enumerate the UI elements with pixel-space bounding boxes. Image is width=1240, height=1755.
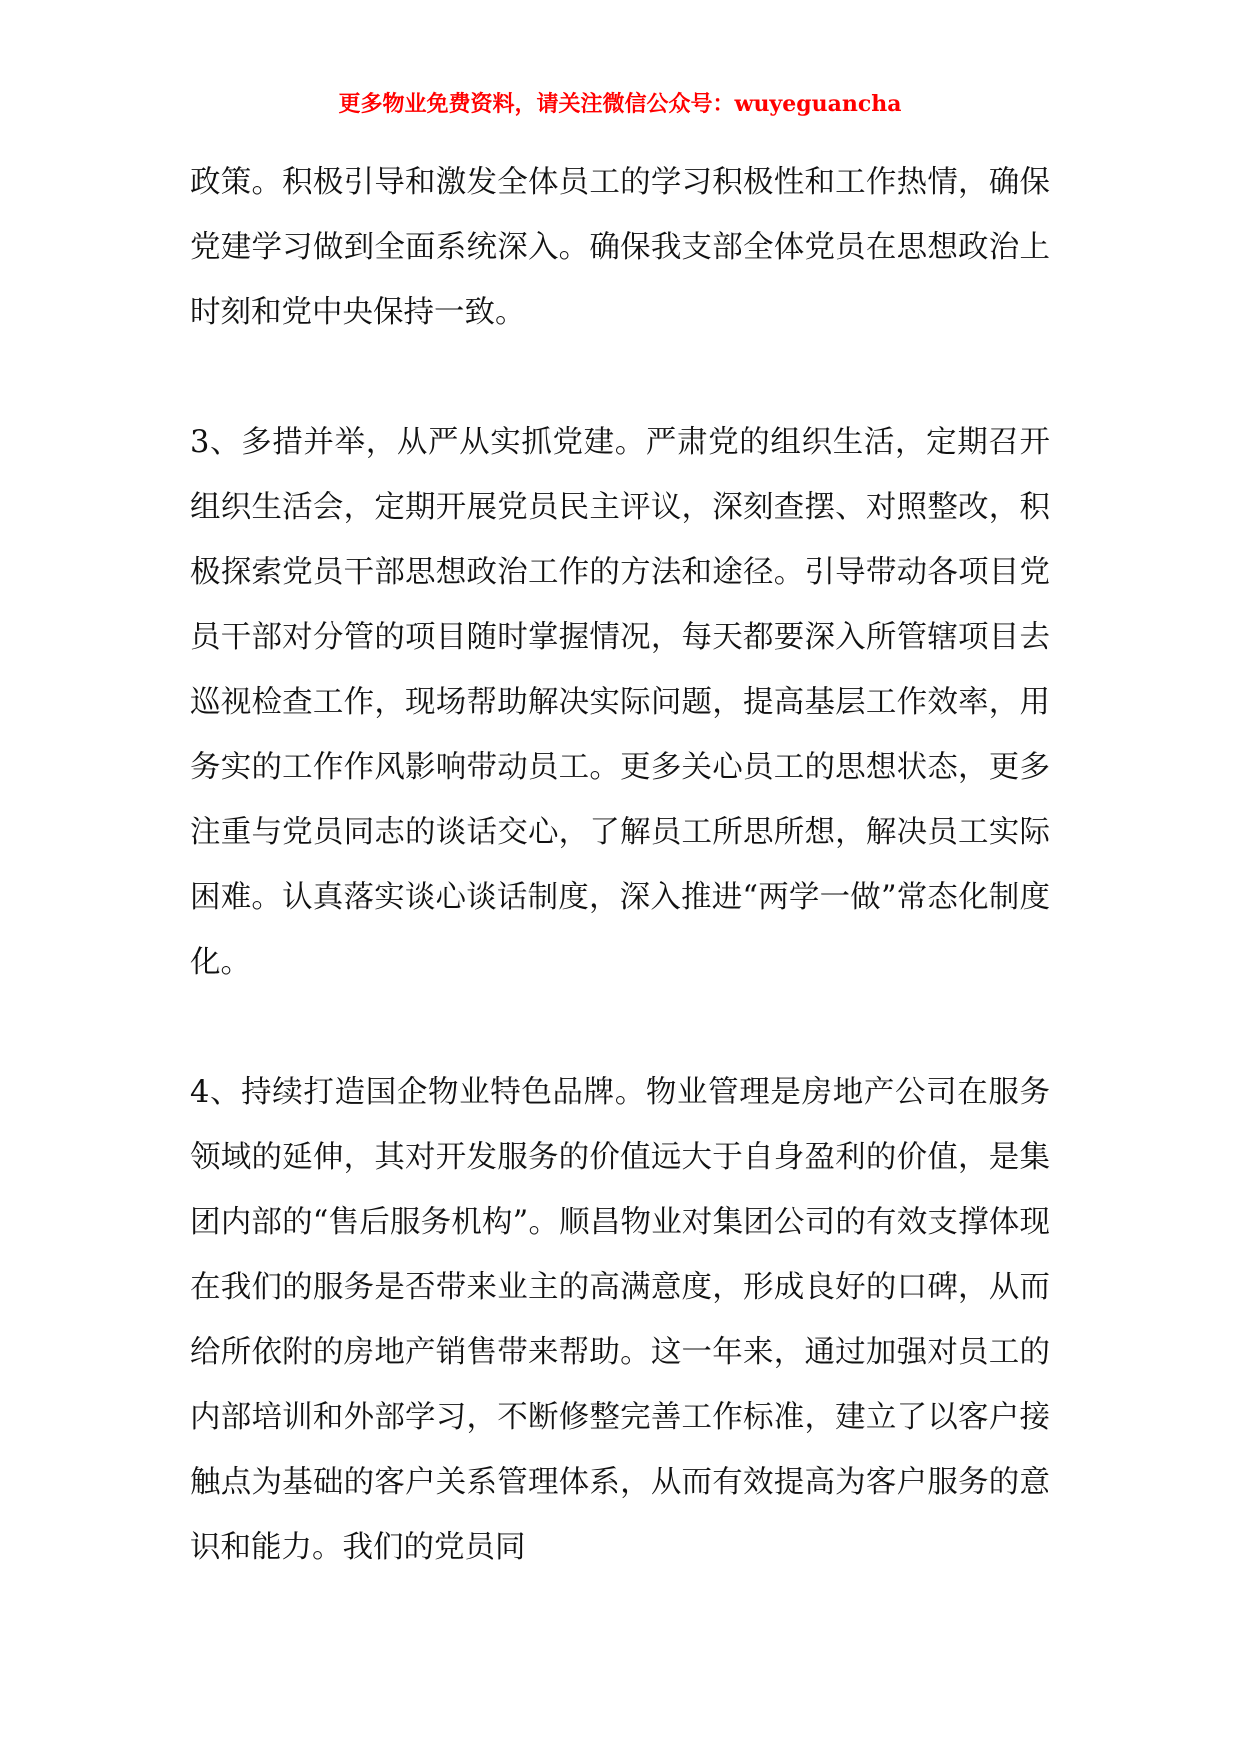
document-body <box>190 150 1050 1580</box>
paragraph-item-4: 4、持续打造国企物业特色品牌。物业管理是房地产公司在服务领域的延伸，其对开发服务的价值远大于自身盈利的价值，是集团内部的“售后服务机构”。顺昌物业对集团公司的有效支撑体现在我们的服务是否带来业主的高满意度，形成良好的口碑，从而给所依附的房地产销售带来帮助。这一年来，通过加强对员工的内部培训和外部学习，不断修整完善工作标准，建立了以客户接触点为基础的客户关系管理体系，从而有效提高为客户服务的意识和能力。我们的党员同 <box>190 1075 1050 1565</box>
paragraph-item-3: 3、多措并举，从严从实抓党建。严肃党的组织生活，定期召开组织生活会，定期开展党员民主评议，深刻查摆、对照整改，积极探索党员干部思想政治工作的方法和途径。引导带动各项目党员干部对分管的项目随时掌握情况，每天都要深入所管辖项目去巡视检查工作，现场帮助解决实际问题，提高基层工作效率，用务实的工作作风影响带动员工。更多关心员工的思想状态，更多注重与党员同志的谈话交心，了解员工所思所想，解决员工实际困难。认真落实谈心谈话制度，深入推进“两学一做”常态化制度化。 <box>190 425 1050 980</box>
header-banner: 更多物业免费资料，请关注微信公众号：wuyeguancha <box>338 91 902 117</box>
paragraph-policy-continuation: 政策。积极引导和激发全体员工的学习积极性和工作热情，确保党建学习做到全面系统深入。确保我支部全体党员在思想政治上时刻和党中央保持一致。 <box>190 165 1050 330</box>
